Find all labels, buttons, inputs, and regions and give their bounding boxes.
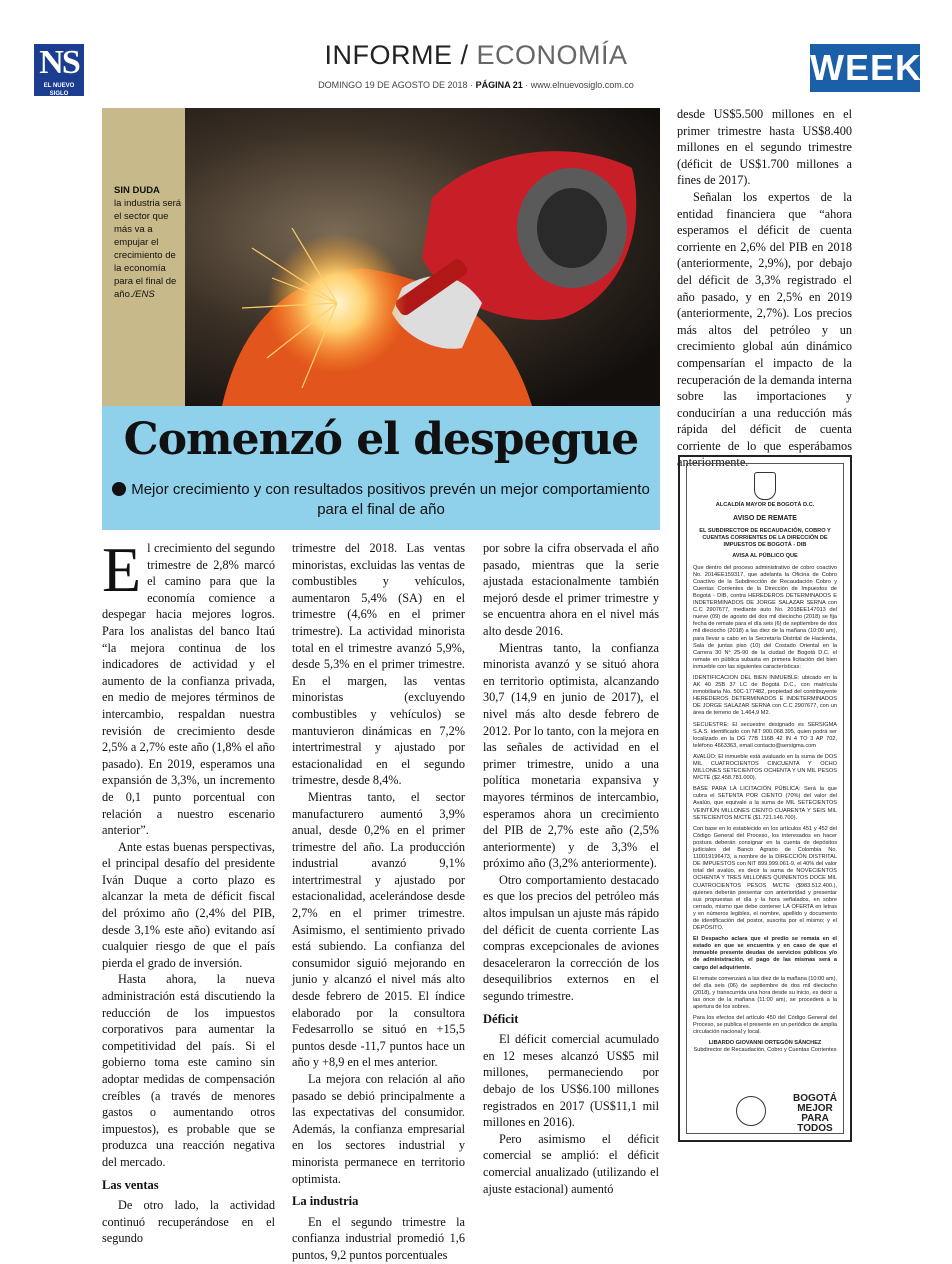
drop-cap: E — [102, 534, 142, 605]
photo-credit: /ENS — [132, 289, 155, 300]
paragraph — [102, 534, 275, 839]
ad-paragraph: BASE PARA LA LICITACIÓN PÚBLICA: Será la que cubra el SETENTA POR CIENTO (70%) del valor del Avalúo, que equivale a la suma de MIL SETECIENTOS VEINTIÚN MILLONES CIENTO CUARENTA Y SEIS MIL SETECIENTOS M/CTE ($1.721.146.700). — [693, 786, 837, 821]
ad-paragraph: El Despacho aclara que el predio se remata en el estado en que se encuentra y en caso de que el inmueble presente deudas de servicios públicos y/o de administración, el pago de las mismas será a cargo del adquiriente. — [693, 936, 837, 971]
paragraph: La mejora con relación al año pasado se debió principalmente a las expectativas del consumidor. Además, la confianza empresarial en los sectores industrial y minorista permanece en territorio optimista. — [292, 1072, 465, 1186]
ad-body — [686, 463, 844, 1134]
paragraph-text: l crecimiento del segundo trimestre de 2,8% marcó el camino para que la economía comience a despegar hacia mejores logros. Para los analistas del banco Itaú “la mejora continua de los indicadores de actividad y el aumento de la confianza privada, en medio de mejores términos de intercambio, respaldan nuestra revisión de crecimiento desde 2,5% a 2,7% este año (1,8% el año pasado). En 2019, esperamos una expansión de 3,3%, un incremento de 0,1 punto porcentual con relación a nuestro escenario anterior”. — [102, 541, 275, 838]
ad-subtitle: AVISA AL PÚBLICO QUE — [732, 553, 798, 560]
week-badge: WEEK — [810, 44, 920, 92]
ad-paragraph: Que dentro del proceso administrativo de cobro coactivo No. 2014EE159317, que adelanta la Oficina de Cobro Coactivo de la Subdirección de Recaudación Cobro y Cuentas Corrientes de la Dirección de Impuestos de Bogotá - DIB, contra HEREDEROS DETERMINADOS E INDETERMINADOS DE JORGE SALAZAR SERNA con C.C 2907677, mediante auto No. 2018EE147013 del nueve (09) de agosto del dos mil dieciocho (2018) se fija fecha de remate para el día seis (6) de septiembre de dos mil dieciocho (2018) a las diez de la mañana (10:00 am), para llevar a cabo en la Secretaría Distrital de Hacienda, Sala de juntas piso (10) del Costado Oriental en la Carrera 30 N° 25-90 de la ciudad de Bogotá D.C. el remate en pública subasta en primera licitación del bien inmueble con las siguientes características: — [693, 564, 837, 670]
paragraph: Señalan los expertos de la entidad financiera que “ahora esperamos el déficit de cuenta corriente en 2,6% del PIB en 2018 (anteriormente, 2,9%), por debajo del déficit de 3,3% registrado el año pasado, y en 2,5% en 2019 (anteriormente, 2,7%). Los precios más altos del petróleo y un crecimiento global aún dinámico compensarían el impacto de la recuperación de la demanda interna sobre las importaciones y conducirían a una reducción más rápida del déficit de cuenta corriente de lo que esperábamos anteriormente. — [677, 189, 852, 470]
subsection-name: ECONOMÍA — [476, 40, 628, 70]
dek-text: Mejor crecimiento y con resultados positivos prevén un mejor comportamiento para el final de año — [131, 481, 650, 518]
bullet-dot — [112, 482, 126, 496]
welder-photo — [102, 108, 660, 406]
paragraph: desde US$5.500 millones en el primer trimestre hasta US$8.400 millones en el segundo trimestre (déficit de US$1.700 millones a fines de 2017). — [677, 107, 852, 188]
dateline: DOMINGO 19 DE AGOSTO DE 2018 · PÁGINA 21 · www.elnuevosiglo.com.co — [318, 80, 634, 90]
ad-org: ALCALDÍA MAYOR DE BOGOTÁ D.C. — [715, 502, 815, 508]
page-number: PÁGINA 21 — [475, 80, 523, 90]
paragraph: Mientras tanto, la confianza minorista avanzó y se situó ahora en territorio optimista, alcanzando 30,7 (14,9 en junio de 2017), el nivel más alto desde febrero de 2012. Por lo tanto, con la mejora en las señales de actividad en el primer trimestre, unido a una política monetaria expansiva y mayores términos de intercambio, esperamos ahora un crecimiento del PIB de 2,7% este año (2,5% anteriormente) y de 3,3% el próximo año (3,2% anteriormente). — [483, 640, 659, 871]
paragraph: El déficit comercial acumulado en 12 meses alcanzó US$5 mil millones, permaneciendo por debajo de los US$6.100 millones registrados en 2017 (US$11,1 mil millones en 2016). — [483, 1032, 659, 1130]
section-divider: / — [460, 40, 477, 70]
ad-issuer: EL SUBDIRECTOR DE RECAUDACIÓN, COBRO Y CUENTAS CORRIENTES DE LA DIRECCIÓN DE IMPUESTOS DE BOGOTÁ - DIB — [699, 528, 831, 549]
ad-paragraph: El remate comenzará a las diez de la mañana (10:00 am), del día seis (06) de septiembre de dos mil dieciocho (2018), y transcurrida una hora desde su inicio, es decir a las once de la mañana (11:00 am), se procederá a la apertura de los sobres. — [693, 975, 837, 1010]
ad-footer — [686, 1092, 844, 1134]
paragraph: Pero asimismo el déficit comercial se amplió: el déficit comercial anualizado (utilizando el ajuste estacional) aumentó — [483, 1131, 659, 1196]
certification-seal-icon — [736, 1096, 766, 1126]
ad-signer: LIBARDO GIOVANNI ORTEGÓN SÁNCHEZ — [708, 1040, 822, 1047]
website-url: www.elnuevosiglo.com.co — [530, 80, 634, 90]
ad-slogan: BOGOTÁ MEJOR PARA TODOS — [793, 1093, 837, 1134]
ad-signer-title: Subdirector de Recaudación, Cobro y Cuentas Corrientes — [693, 1047, 837, 1054]
bogota-crest-icon — [754, 472, 776, 500]
article-dek — [102, 480, 660, 520]
section-name: INFORME — [324, 40, 453, 70]
issue-date: DOMINGO 19 DE AGOSTO DE 2018 — [318, 80, 468, 90]
article-column-2 — [292, 540, 465, 1264]
paragraph: Mientras tanto, el sector manufacturero aumentó 3,9% anual, desde 0,2% en el primer trimestre del año. La producción industrial avanzó 9,1% intertrimestral y ajustado por estacionalidad, acelerándose desde 2,7% en el primer trimestre. Asimismo, el sentimiento privado está subiendo. La confianza del consumidor siguió mejorando en junio y alcanzó el nivel más alto desde febrero de 2015. El índice elaborado por la consultora Fedesarrollo se situó en +15,5 puntos desde -11,7 puntos hace un año y +8,9 en el mes anterior. — [292, 789, 465, 1070]
ad-paragraph: AVALÚO: El inmueble está avaluado en la suma de DOS MIL CUATROCIENTOS CINCUENTA Y OCHO MILLONES SETECIENTOS OCHENTA Y UN MIL PESOS M/CTE ($2.458.781.000). — [693, 753, 837, 782]
paragraph: trimestre del 2018. Las ventas minoristas, excluidas las ventas de combustibles y vehículos, aumentaron 5,4% (SA) en el trimestre (4,6% en el primer trimestre). La actividad minorista total en el trimestre avanzó 5,9%, desde 5,3% en el primer trimestre. En el margen, las ventas minoristas (excluyendo combustibles y vehículos) se mantuvieron dinámicas en 7,2% intertrimestral y ajustado por estacionalidad en el segundo trimestre, desde 8,4%. — [292, 541, 465, 788]
photo-caption — [114, 184, 182, 301]
lead-photo — [102, 108, 660, 406]
paragraph: por sobre la cifra observada el año pasado, mientras que la serie ajustada estacionalmente también mejoró desde el primer trimestre y se encuentra ahora en el nivel más alto desde 2016. — [483, 541, 659, 638]
caption-text: la industria será el sector que más va a empujar el crecimiento de la economía para el final de año. — [114, 198, 182, 300]
paragraph: Ante estas buenas perspectivas, el principal desafío del presidente Iván Duque a corto plazo es alcanzar la meta de déficit fiscal del próximo año (2,4% del PIB, desde 3,1% este año) evitando así cualquier riesgo de que el país pierda el grado de inversión. — [102, 839, 275, 970]
subheading: Las ventas — [102, 1177, 159, 1192]
paragraph: Hasta ahora, la nueva administración está discutiendo la reducción de los impuestos corporativos para aumentar la competitividad del país. Si el gobierno toma este camino sin adoptar medidas de compensación creíbles (a través de menores gastos o aumentando otros impuestos), es probable que se produzca una reacción negativa del mercado. — [102, 972, 275, 1169]
subheading: Déficit — [483, 1011, 519, 1026]
logo-text: NS — [39, 44, 79, 81]
paragraph: Otro comportamiento destacado es que los precios del petróleo más altos impulsan un ajuste más rápido del déficit de cuenta corriente Las compras excepcionales de aviones desaceleraron la corrección de los desequilibrios externos en el segundo trimestre. — [483, 872, 659, 1004]
article-column-3 — [483, 540, 659, 1197]
article-column-4 — [677, 106, 852, 471]
article-column-1 — [102, 534, 275, 1247]
ad-paragraph: SECUESTRE: El secuestre designado es SERSIGMA S.A.S. identificado con NIT 900.068.395, quien podrá ser localizado en la DG 77B 116B 42 IN 4 TO 3 AP 702, teléfono 4663363, email contacto@sersigma.com — [693, 721, 837, 749]
ad-paragraph: IDENTIFICACION DEL BIEN INMUEBLE: ubicado en la AK 40 25B 37 LC de Bogotá D.C., con matrícula inmobiliaria No. 50C-177482, propiedad del contribuyente HEREDEROS DETERMINADOS E INDETERMINADOS DE JORGE SALAZAR SERNA con C.C 2907677, con un área de terreno de 1.464,9 M2. — [693, 674, 837, 717]
legal-notice-ad — [678, 455, 852, 1142]
article-headline: Comenzó el despegue — [123, 414, 639, 465]
ad-paragraph: Con base en lo establecido en los artículos 451 y 452 del Código General del Proceso, los interesados en hacer postura deberán consignar en la cuenta de depósitos judiciales del Banco Agrario de Colombia No. 110019196473, a nombre de la DIRECCIÓN DISTRITAL DE IMPUESTOS con NIT 899.999.061-9, el 40% del valor total del avalúo, es decir la suma de NOVECIENTOS OCHENTA Y TRES MILLONES QUINIENTOS DOCE MIL CUATROCIENTOS PESOS M/CTE ($983.512.400.), quienes deberán presentar con anterioridad y presentar sus propuestas el día y la hora señalados, en sobre cerrado, mismo que debe contener LA OFERTA en letras y en números legibles, el nombre, apellido y documento de identificación del postor, suscrita por el mismo; y el DEPÓSITO. — [693, 825, 837, 932]
paragraph: De otro lado, la actividad continuó recuperándose en el segundo — [102, 1198, 275, 1246]
paragraph: En el segundo trimestre la confianza industrial promedió 1,6 puntos, 9,2 puntos porcentuales — [292, 1214, 465, 1262]
ad-paragraph: Para los efectos del artículo 450 del Código General del Proceso, se publica el presente en un periódico de amplia circulación nacional y local. — [693, 1015, 837, 1036]
caption-lead: SIN DUDA — [114, 185, 160, 196]
ad-title: AVISO DE REMATE — [733, 515, 797, 523]
logo-subtitle: EL NUEVO SIGLO — [43, 83, 75, 97]
subheading: La industria — [292, 1194, 359, 1209]
